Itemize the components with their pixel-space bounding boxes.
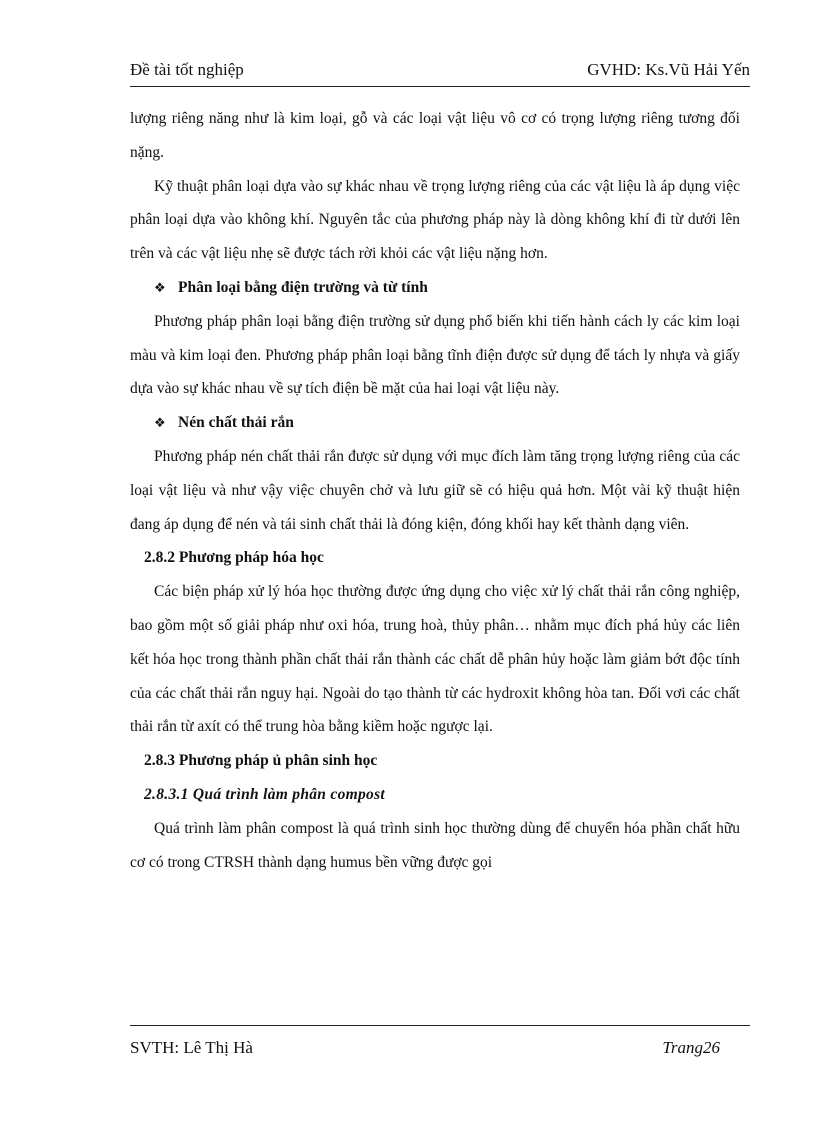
diamond-bullet-icon: ❖ (154, 415, 166, 431)
diamond-bullet-icon: ❖ (154, 279, 166, 295)
paragraph: lượng riêng năng như là kim loại, gỗ và các loại vật liệu vô cơ có trọng lượng riêng tương đối nặng. (130, 110, 740, 161)
section-heading: 2.8.2 Phương pháp hóa học (144, 549, 324, 567)
page-footer (130, 1025, 750, 1068)
paragraph: Kỹ thuật phân loại dựa vào sự khác nhau về trọng lượng riêng của các vật liệu là áp dụng việc phân loại dựa vào không khí. Nguyên tắc của phương pháp này là dòng không khí đi từ dưới lên trên và các vật liệu nhẹ sẽ được tách rời khỏi các vật liệu nặng hơn. (130, 177, 740, 263)
page-number: Trang26 (662, 1038, 720, 1057)
header-supervisor: GVHD: Ks.Vũ Hải Yến (587, 60, 750, 79)
page-header (130, 60, 750, 87)
paragraph: Phương pháp nén chất thải rắn được sử dụng với mục đích làm tăng trọng lượng riêng của các loại vật liệu và như vậy việc chuyên chở và lưu giữ sẽ có hiệu quả hơn. Một vài kỹ thuật hiện đang áp dụng để nén và tái sinh chất thải là đóng kiện, đóng khối hay kết thành dạng viên. (130, 447, 740, 533)
bullet-heading (130, 271, 740, 305)
subsection-heading: 2.8.3.1 Quá trình làm phân compost (144, 785, 386, 803)
footer-student: SVTH: Lê Thị Hà (130, 1038, 253, 1057)
bullet-heading (130, 406, 740, 440)
paragraph: Các biện pháp xử lý hóa học thường được ứng dụng cho việc xử lý chất thải rắn công nghiệp, bao gồm một số giải pháp như oxi hóa, trung hoà, thủy phân… nhằm mục đích phá hủy các liên kết hóa học trong thành phần chất thải rắn thành các chất dễ phân hủy hoặc làm giảm bớt độc tính của các chất thải rắn nguy hại. Ngoài do tạo thành từ các hydroxit không hòa tan. Đối vơi các chất thải rắn từ axít có thể trung hòa bằng kiềm hoặc ngược lại. (130, 583, 740, 736)
header-thesis-title: Đề tài tốt nghiệp (130, 60, 244, 79)
paragraph: Phương pháp phân loại bằng điện trường sử dụng phổ biến khi tiến hành cách ly các kim loại màu và kim loại đen. Phương pháp phân loại bằng tĩnh điện được sử dụng để tách ly nhựa và giấy dựa vào sự khác nhau về sự tích điện bề mặt của hai loại vật liệu này. (130, 312, 740, 398)
bullet-heading-text: Phân loại bằng điện trường và từ tính (178, 278, 428, 296)
section-heading: 2.8.3 Phương pháp ủ phân sinh học (144, 752, 378, 770)
page-body (130, 102, 740, 879)
paragraph: Quá trình làm phân compost là quá trình sinh học thường dùng để chuyển hóa phần chất hữu cơ có trong CTRSH thành dạng humus bền vững được gọi (130, 819, 740, 871)
bullet-heading-text: Nén chất thải rắn (178, 414, 294, 432)
